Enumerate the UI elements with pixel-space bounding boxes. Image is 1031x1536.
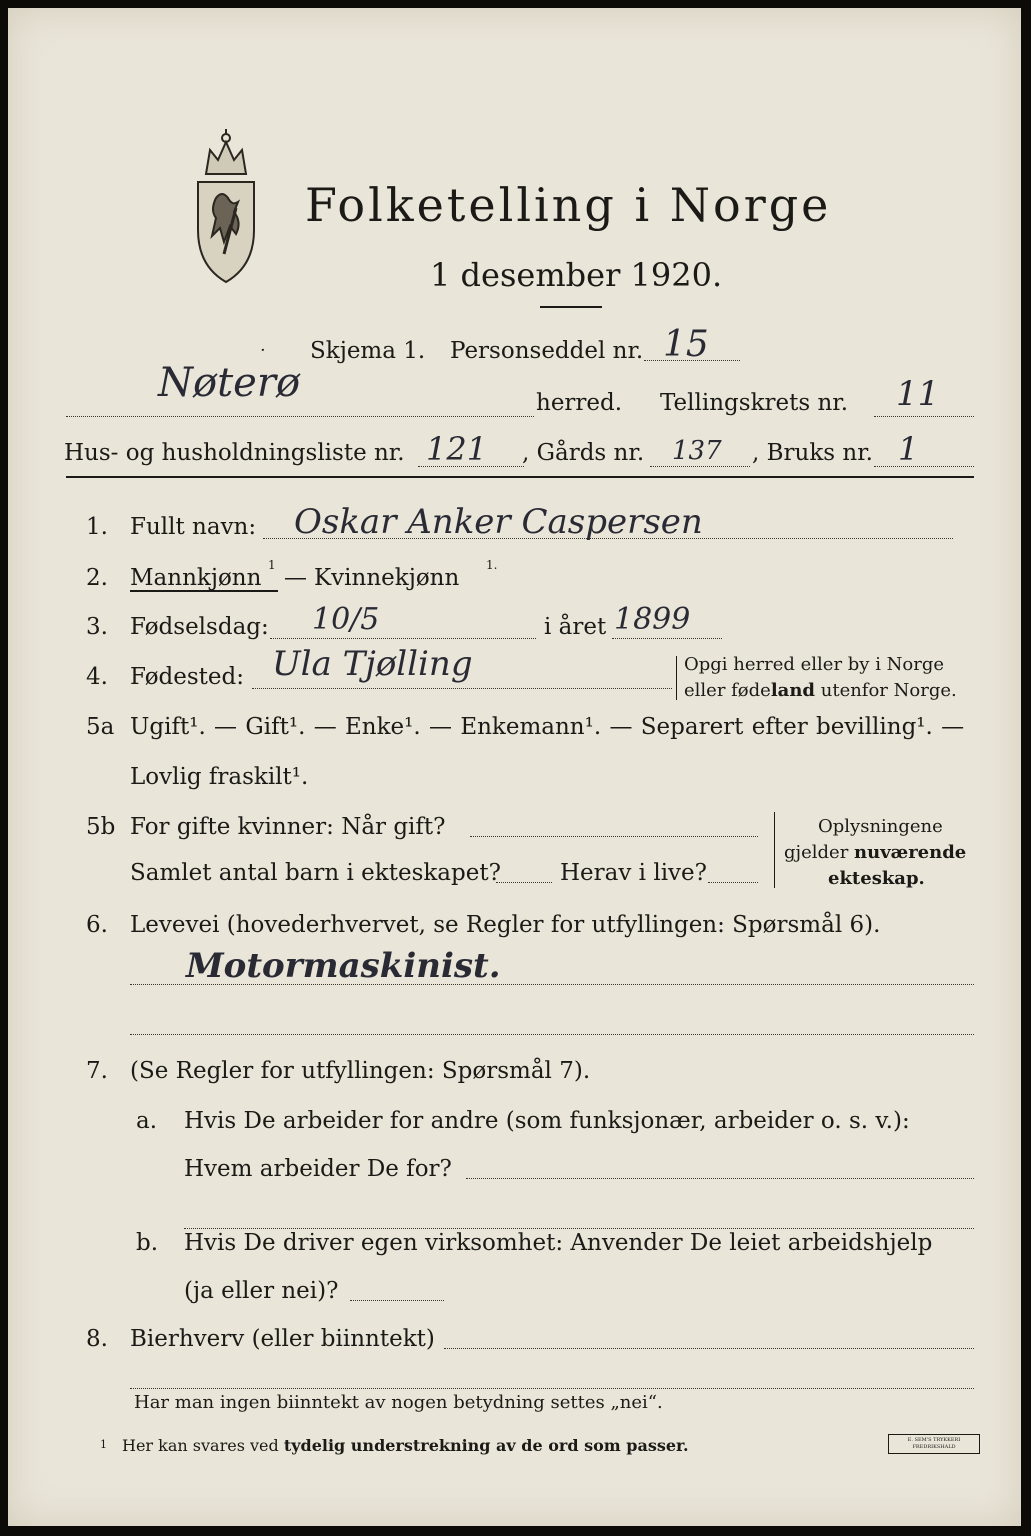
q4-brace — [676, 656, 677, 700]
no-income-note: Har man ingen biinntekt av nogen betydning settes „nei“. — [134, 1392, 663, 1413]
year-line — [612, 638, 722, 639]
marital-status-options: Ugift¹. — Gift¹. — Enke¹. — Enkemann¹. — Separert efter bevilling¹. — — [130, 714, 965, 740]
q5b-line-1 — [470, 836, 758, 837]
q6-line-2 — [130, 1034, 974, 1035]
q5b-note-2: gjelder nuværende — [784, 842, 967, 863]
skjema-label: Skjema 1. — [310, 338, 426, 364]
census-form — [8, 8, 1021, 1526]
q3-line — [270, 638, 536, 639]
header-divider — [66, 476, 974, 478]
q5b-children-total: Samlet antal barn i ekteskapet? — [130, 860, 501, 886]
q4-number: 4. — [86, 664, 108, 690]
full-name-value: Oskar Anker Caspersen — [294, 502, 703, 542]
handwritten-tick: · — [260, 340, 266, 361]
gards-label: , Gårds nr. — [522, 440, 645, 466]
q7b-yes-no-label: (ja eller nei)? — [184, 1278, 339, 1304]
q4-label: Fødested: — [130, 664, 245, 690]
q8-line-2 — [130, 1388, 974, 1389]
sex-superscript: 1 — [268, 558, 276, 572]
q5b-children-alive: Herav i live? — [560, 860, 707, 886]
q5b-line-2 — [496, 882, 552, 883]
year-label: i året — [544, 614, 607, 640]
q5b-note-1: Oplysningene — [818, 816, 943, 837]
q5b-brace — [774, 812, 775, 888]
q2-number: 2. — [86, 565, 108, 591]
q5b-line-3 — [708, 882, 758, 883]
printer-stamp: E. SEM'S TRYKKERI FREDRIKSHALD — [888, 1434, 980, 1454]
birthdate-value: 10/5 — [312, 602, 380, 637]
occupation-value: Motormaskinist. — [186, 946, 501, 986]
male-underline — [130, 590, 278, 592]
sex-male-option: Mannkjønn — [130, 565, 262, 591]
birth-year-value: 1899 — [614, 602, 691, 637]
q8-number: 8. — [86, 1326, 108, 1352]
q8-line-1 — [444, 1348, 974, 1349]
q7b-question: Hvis De driver egen virksomhet: Anvender De leiet arbeidshjelp — [184, 1230, 933, 1256]
hus-label: Hus- og husholdningsliste nr. — [64, 440, 405, 466]
q7a-number: a. — [136, 1108, 158, 1134]
q3-label: Fødselsdag: — [130, 614, 269, 640]
bruks-value: 1 — [898, 430, 919, 468]
footnote-mark: 1 — [100, 1438, 107, 1451]
bruks-line — [874, 466, 974, 467]
hus-value: 121 — [426, 430, 488, 468]
q7a-line-2 — [184, 1228, 974, 1229]
q7a-question: Hvis De arbeider for andre (som funksjonær, arbeider o. s. v.): — [184, 1108, 910, 1134]
tellingskrets-value: 11 — [896, 374, 940, 414]
marital-status-option-divorced: Lovlig fraskilt¹. — [130, 764, 309, 790]
gards-value: 137 — [672, 436, 722, 466]
q3-number: 3. — [86, 614, 108, 640]
herred-value: Nøterø — [158, 360, 301, 406]
form-date: 1 desember 1920. — [430, 256, 723, 294]
q7-label: (Se Regler for utfyllingen: Spørsmål 7). — [130, 1058, 591, 1084]
title-divider — [540, 306, 602, 308]
q5b-number: 5b — [86, 814, 116, 840]
coat-of-arms-icon — [176, 126, 276, 288]
q1-label: Fullt navn: — [130, 514, 257, 540]
form-title: Folketelling i Norge — [305, 178, 832, 232]
q7a-line-1 — [466, 1178, 974, 1179]
personseddel-value: 15 — [663, 324, 709, 365]
q8-label: Bierhverv (eller biinntekt) — [130, 1326, 435, 1352]
q4-note-1: Opgi herred eller by i Norge — [684, 654, 945, 675]
sex-female-option: Kvinnekjønn — [314, 565, 460, 591]
q1-number: 1. — [86, 514, 108, 540]
q6-number: 6. — [86, 912, 108, 938]
q5a-number: 5a — [86, 714, 115, 740]
tellingskrets-label: Tellingskrets nr. — [660, 390, 849, 416]
birthplace-value: Ula Tjølling — [272, 644, 473, 684]
q7-number: 7. — [86, 1058, 108, 1084]
sex-superscript-2: 1. — [486, 558, 498, 572]
q6-label: Levevei (hovederhvervet, se Regler for utfyllingen: Spørsmål 6). — [130, 912, 881, 938]
q5b-married-when: For gifte kvinner: Når gift? — [130, 814, 446, 840]
q7b-number: b. — [136, 1230, 159, 1256]
q4-line — [252, 688, 672, 689]
personseddel-label: Personseddel nr. — [450, 338, 644, 364]
footnote-text: Her kan svares ved tydelig understrekning av de ord som passer. — [122, 1436, 689, 1455]
herred-line — [66, 416, 534, 417]
tellingskrets-line — [874, 416, 974, 417]
gards-line — [650, 466, 750, 467]
q4-note-2: eller fødeland utenfor Norge. — [684, 680, 957, 701]
sex-separator: — — [284, 565, 307, 591]
q7b-line — [350, 1300, 444, 1301]
herred-label: herred. — [536, 390, 623, 416]
bruks-label: , Bruks nr. — [752, 440, 873, 466]
q7a-employer-label: Hvem arbeider De for? — [184, 1156, 452, 1182]
q5b-note-3: ekteskap. — [828, 868, 925, 889]
